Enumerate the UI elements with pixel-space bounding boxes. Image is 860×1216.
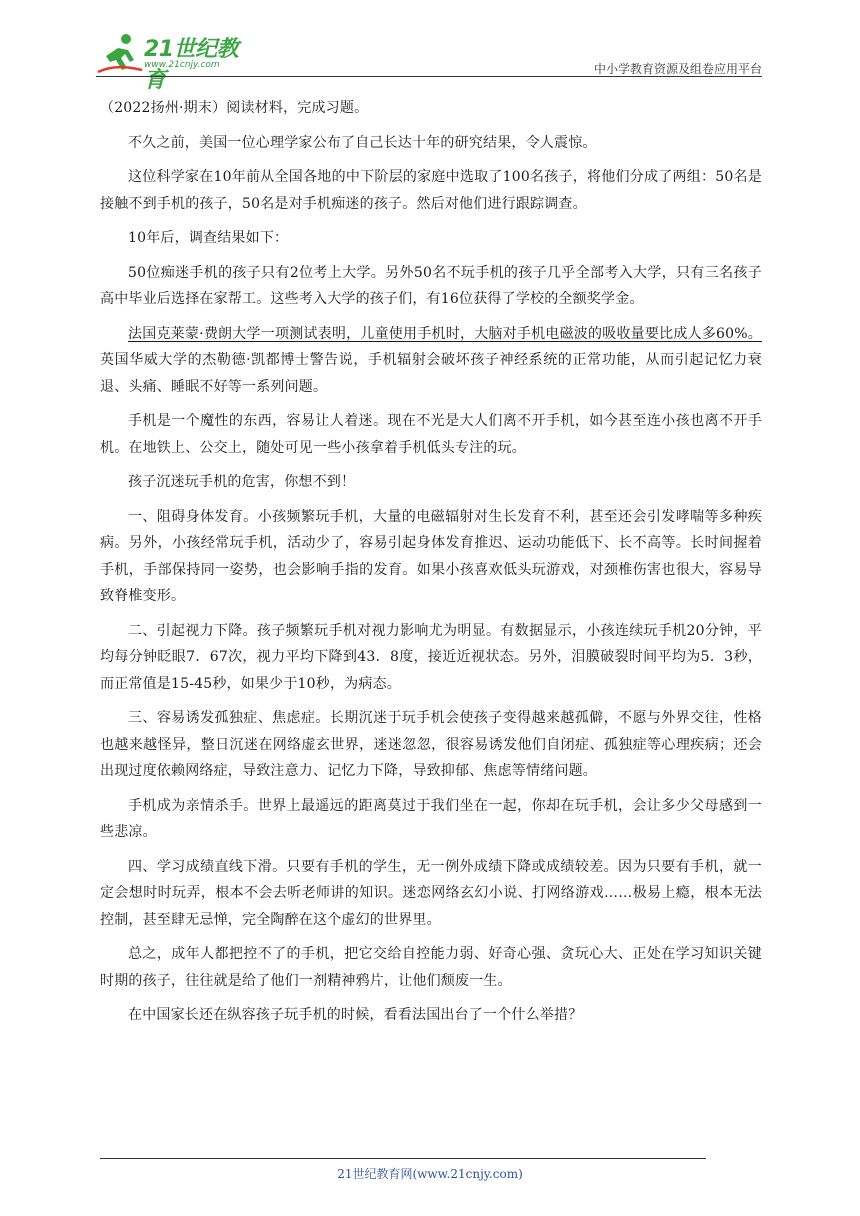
article-body — [100, 95, 762, 1037]
question-intro: （2022扬州·期末）阅读材料，完成习题。 — [100, 100, 369, 116]
paragraph: 50位痴迷手机的孩子只有2位考上大学。另外50名不玩手机的孩子几乎全部考入大学，只有三名孩子高中毕业后选择在家帮工。这些考入大学的孩子们，有16位获得了学校的全额奖学金。 — [100, 264, 762, 307]
paragraph: 手机成为亲情杀手。世界上最遥远的距离莫过于我们坐在一起，你却在玩手机，会让多少父母感到一些悲凉。 — [100, 797, 762, 840]
paragraph-rest: 英国华威大学的杰勒德·凯都博士警告说，手机辐射会破坏孩子神经系统的正常功能，从而引起记忆力衰退、头痛、睡眠不好等一系列问题。 — [100, 352, 762, 395]
header-divider — [96, 76, 762, 77]
underlined-sentence: 法国克莱蒙·费朗大学一项测试表明，儿童使用手机时，大脑对手机电磁波的吸收量要比成人多60%。 — [128, 325, 762, 342]
paragraph: 一、阻碍身体发育。小孩频繁玩手机，大量的电磁辐射对生长发育不利，甚至还会引发哮喘等多种疾病。另外，小孩经常玩手机，活动少了，容易引起身体发育推迟、运动功能低下、长不高等。长时间握着手机，手部保持同一姿势，也会影响手指的发育。如果小孩喜欢低头玩游戏，对颈椎伤害也很大，容易导致脊椎变形。 — [100, 508, 762, 604]
underlined-paragraph — [100, 321, 762, 401]
runner-icon — [96, 32, 144, 76]
paragraph: 孩子沉迷玩手机的危害，你想不到！ — [128, 474, 356, 490]
footer-divider — [100, 1158, 706, 1159]
paragraph: 四、学习成绩直线下滑。只要有手机的学生，无一例外成绩下降或成绩较差。因为只要有手机，就一定会想时时玩弄，根本不会去听老师讲的知识。迷恋网络玄幻小说、打网络游戏……极易上瘾，根本无法控制，甚至肆无忌惮，完全陶醉在这个虚幻的世界里。 — [100, 858, 762, 928]
logo-url: www.21cnjy.com — [144, 60, 220, 70]
paragraph: 三、容易诱发孤独症、焦虑症。长期沉迷于玩手机会使孩子变得越来越孤僻，不愿与外界交往，性格也越来越怪异，整日沉迷在网络虚玄世界，迷迷忽忽，很容易诱发他们自闭症、孤独症等心理疾病；还会出现过度依赖网络症，导致注意力、记忆力下降，导致抑郁、焦虑等情绪问题。 — [100, 710, 762, 779]
paragraph: 二、引起视力下降。孩子频繁玩手机对视力影响尤为明显。有数据显示，小孩连续玩手机20分钟，平均每分钟眨眼7．67次，视力平均下降到43．8度，接近近视状态。另外，泪膜破裂时间平均为5．3秒，而正常值是15-45秒，如果少于10秒，为病态。 — [100, 622, 762, 692]
paragraph: 10年后，调查结果如下： — [128, 230, 289, 246]
paragraph: 这位科学家在10年前从全国各地的中下阶层的家庭中选取了100名孩子，将他们分成了两组：50名是接触不到手机的孩子，50名是对手机痴迷的孩子。然后对他们进行跟踪调查。 — [100, 169, 762, 212]
page-footer: 21世纪教育网(www.21cnjy.com) — [337, 1167, 523, 1181]
paragraph: 不久之前，美国一位心理学家公布了自己长达十年的研究结果，令人震惊。 — [128, 134, 597, 151]
site-logo — [96, 32, 256, 93]
paragraph: 在中国家长还在纵容孩子玩手机的时候，看看法国出台了一个什么举措？ — [128, 1007, 583, 1023]
page-header — [96, 30, 762, 93]
platform-name: 中小学教育资源及组卷应用平台 — [593, 62, 762, 76]
paragraph: 总之，成年人都把控不了的手机，把它交给自控能力弱、好奇心强、贪玩心大、正处在学习知识关键时期的孩子，往往就是给了他们一剂精神鸦片，让他们颓废一生。 — [100, 946, 762, 989]
logo-text: 21世纪教育 — [144, 37, 239, 93]
paragraph: 手机是一个魔性的东西，容易让人着迷。现在不光是大人们离不开手机，如今甚至连小孩也离不开手机。在地铁上、公交上，随处可见一些小孩拿着手机低头专注的玩。 — [100, 413, 762, 456]
